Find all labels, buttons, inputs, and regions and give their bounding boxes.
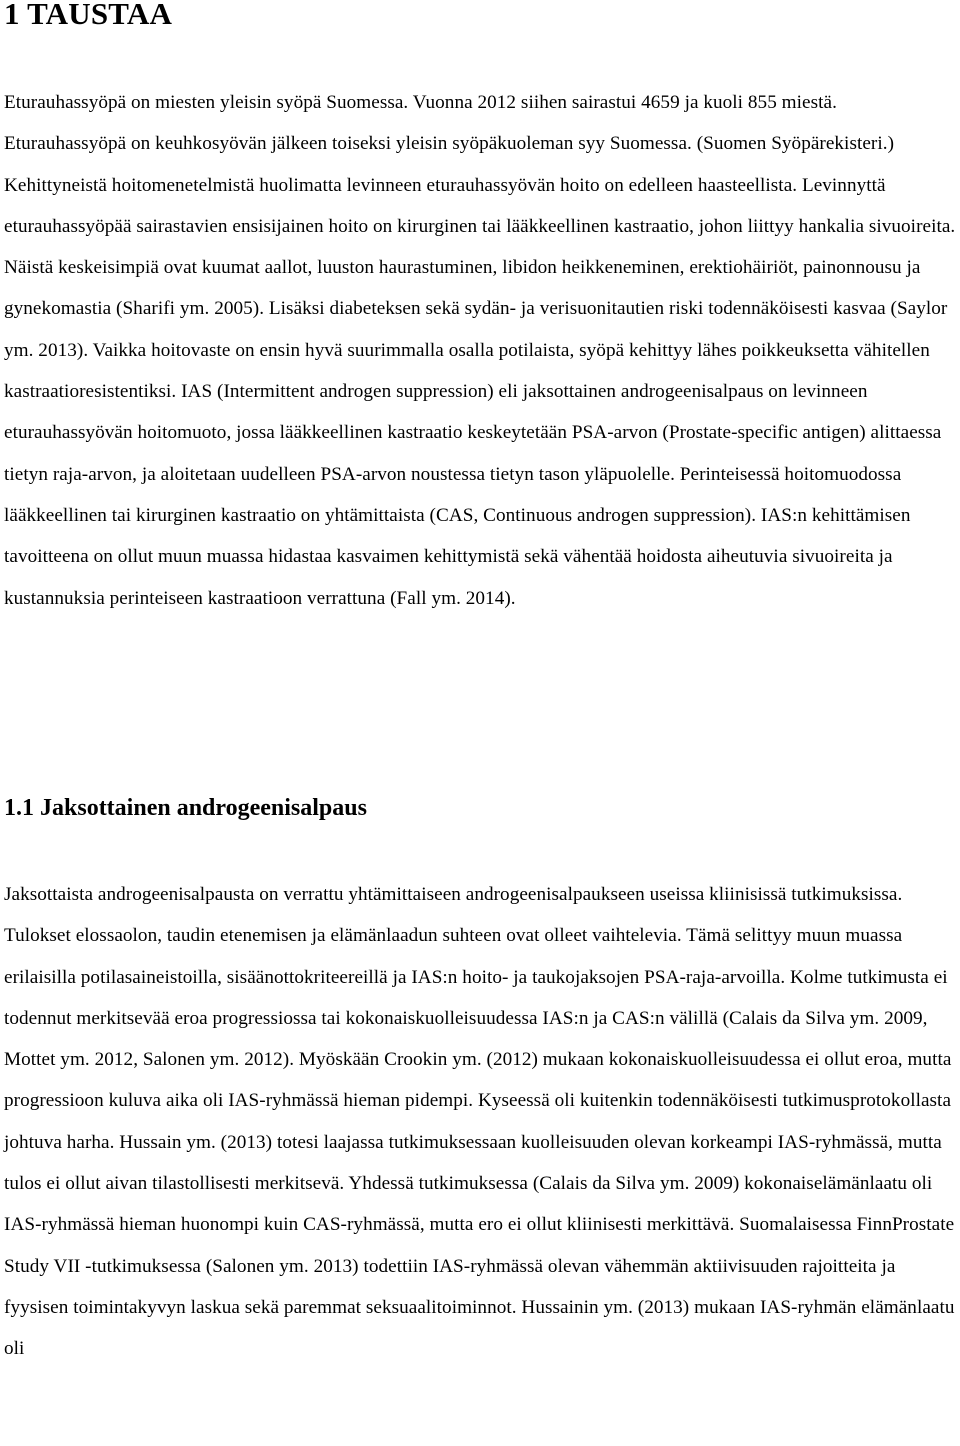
section-paragraph: Eturauhassyöpä on miesten yleisin syöpä Suomessa. Vuonna 2012 siihen sairastui 4659 ja kuoli 855 miestä. Eturauhassyöpä on keuhkosyövän jälkeen toiseksi yleisin syöpäkuoleman syy Suomessa. (Suomen Syöpärekisteri.) Kehittyneistä hoitomenetelmistä huolimatta levinneen eturauhassyövän hoito on edelleen haasteellista. Levinnyttä eturauhassyöpää sairastavien ensisijainen hoito on kirurginen tai lääkkeellinen kastraatio, johon liittyy hankalia sivuoireita. Näistä keskeisimpiä ovat kuumat aallot, luuston haurastuminen, libidon heikkeneminen, erektiohäiriöt, painonnousu ja gynekomastia (Sharifi ym. 2005). Lisäksi diabeteksen sekä sydän- ja verisuonitautien riski todennäköisesti kasvaa (Saylor ym. 2013). Vaikka hoitovaste on ensin hyvä suurimmalla osalla potilaista, syöpä kehittyy lähes poikkeuksetta vähitellen kastraatioresistentiksi. IAS (Intermittent androgen suppression) eli jaksottainen androgeenisalpaus on levinneen eturauhassyövän hoitomuoto, jossa lääkkeellinen kastraatio keskeytetään PSA-arvon (Prostate-specific antigen) alittaessa tietyn raja-arvon, ja aloitetaan uudelleen PSA-arvon noustessa tietyn tason yläpuolelle. Perinteisessä hoitomuodossa lääkkeellinen tai kirurginen kastraatio on yhtämittaista (CAS, Continuous androgen suppression). IAS:n kehittämisen tavoitteena on ollut muun muassa hidastaa kasvaimen kehittymistä sekä vähentää hoidosta aiheutuvia sivuoireita ja kustannuksia perinteiseen kastraatioon verrattuna (Fall ym. 2014). (4, 92, 956, 609)
subsection-heading: 1.1 Jaksottainen androgeenisalpaus (4, 795, 367, 821)
section-heading: 1 TAUSTAA (4, 0, 173, 31)
subsection-paragraph: Jaksottaista androgeenisalpausta on verrattu yhtämittaiseen androgeenisalpaukseen useissa kliinisissä tutkimuksissa. Tulokset elossaolon, taudin etenemisen ja elämänlaadun suhteen ovat olleet vaihtelevia. Tämä selittyy muun muassa erilaisilla potilasaineistoilla, sisäänottokriteereillä ja IAS:n hoito- ja taukojaksojen PSA-raja-arvoilla. Kolme tutkimusta ei todennut merkitsevää eroa progressiossa tai kokonaiskuolleisuudessa IAS:n ja CAS:n välillä (Calais da Silva ym. 2009, Mottet ym. 2012, Salonen ym. 2012). Myöskään Crookin ym. (2012) mukaan kokonaiskuolleisuudessa ei ollut eroa, mutta progressioon kuluva aika oli IAS-ryhmässä hieman pidempi. Kyseessä oli kuitenkin todennäköisesti tutkimusprotokollasta johtuva harha. Hussain ym. (2013) totesi laajassa tutkimuksessaan kuolleisuuden olevan korkeampi IAS-ryhmässä, mutta tulos ei ollut aivan tilastollisesti merkitsevä. Yhdessä tutkimuksessa (Calais da Silva ym. 2009) kokonaiselämänlaatu oli IAS-ryhmässä hieman huonompi kuin CAS-ryhmässä, mutta ero ei ollut kliinisesti merkittävä. Suomalaisessa FinnProstate Study VII -tutkimuksessa (Salonen ym. 2013) todettiin IAS-ryhmässä olevan vähemmän aktiivisuuden rajoitteita ja fyysisen toimintakyvyn laskua sekä paremmat seksuaalitoiminnot. Hussainin ym. (2013) mukaan IAS-ryhmän elämänlaatu oli (4, 884, 955, 1360)
